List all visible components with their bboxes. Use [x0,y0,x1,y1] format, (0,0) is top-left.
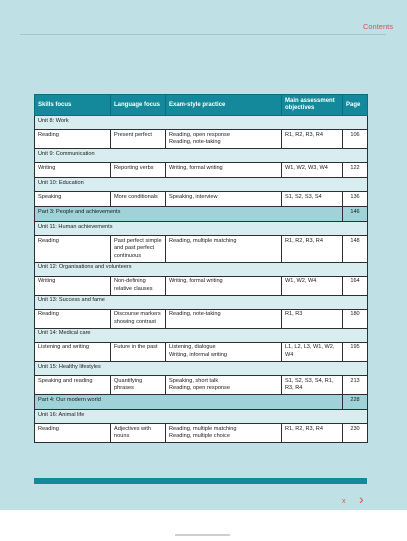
unit-title: Unit 9: Communication [35,149,368,163]
objectives-cell: R1, R3 [282,309,343,328]
unit-row [35,328,368,342]
language-focus-cell: Reporting verbs [111,163,166,178]
header-rule [20,34,386,35]
exam-practice-cell: Writing, formal writing [166,276,282,295]
contents-link[interactable]: Contents [362,22,393,31]
exam-practice-cell: Speaking, interview [166,192,282,207]
part-row [35,395,368,410]
skills-focus-cell: Listening and writing [35,342,111,361]
unit-row [35,178,368,192]
skills-focus-cell: Reading [35,130,111,149]
part-page-number: 228 [343,395,368,410]
unit-row [35,149,368,163]
part-title: Part 3: People and achievements [35,207,343,222]
table-row [35,342,368,361]
unit-title: Unit 15: Healthy lifestyles [35,362,368,376]
objectives-cell: S1, S2, S3, S4 [282,192,343,207]
page-number-cell: 122 [343,163,368,178]
unit-row [35,262,368,276]
next-page-arrow-icon[interactable]: › [359,491,364,507]
unit-row [35,295,368,309]
unit-row [35,410,368,424]
language-focus-cell: Non-defining relative clauses [111,276,166,295]
objectives-cell: W1, W2, W3, W4 [282,163,343,178]
page-number-cell: 136 [343,192,368,207]
unit-row [35,222,368,236]
skills-focus-cell: Speaking [35,192,111,207]
skills-focus-cell: Writing [35,163,111,178]
header-assessment-objectives: Main assessment objectives [282,95,343,116]
unit-row [35,362,368,376]
page-number-cell: 195 [343,342,368,361]
table-row [35,236,368,263]
unit-title: Unit 11: Human achievements [35,222,368,236]
table-row [35,424,368,443]
unit-title: Unit 12: Organisations and volunteers [35,262,368,276]
table-row [35,130,368,149]
table-header-row [35,95,368,116]
skills-focus-cell: Reading [35,424,111,443]
page-number-cell: 106 [343,130,368,149]
header-exam-practice: Exam-style practice [166,95,282,116]
exam-practice-cell: Writing, formal writing [166,163,282,178]
header-skills-focus: Skills focus [35,95,111,116]
page-number-cell: 180 [343,309,368,328]
language-focus-cell: Present perfect [111,130,166,149]
table-row [35,276,368,295]
unit-title: Unit 10: Education [35,178,368,192]
language-focus-cell: Discourse markers showing contrast [111,309,166,328]
part-title: Part 4: Our modern world [35,395,343,410]
objectives-cell: R1, R2, R3, R4 [282,424,343,443]
skills-focus-cell: Speaking and reading [35,376,111,395]
part-row [35,207,368,222]
skills-focus-cell: Writing [35,276,111,295]
exam-practice-cell: Speaking, short talk Reading, open response [166,376,282,395]
page-number-cell: 164 [343,276,368,295]
header-page: Page [343,95,368,116]
language-focus-cell: Adjectives with nouns [111,424,166,443]
header-language-focus: Language focus [111,95,166,116]
skills-table [34,94,368,443]
page-number-cell: 230 [343,424,368,443]
skills-focus-cell: Reading [35,309,111,328]
exam-practice-cell: Reading, open response Reading, note-taking [166,130,282,149]
objectives-cell: R1, R2, R3, R4 [282,130,343,149]
language-focus-cell: More conditionals [111,192,166,207]
unit-title: Unit 16: Animal life [35,410,368,424]
unit-title: Unit 14: Medical care [35,328,368,342]
language-focus-cell: Future in the past [111,342,166,361]
objectives-cell: R1, R2, R3, R4 [282,236,343,263]
objectives-cell: L1, L2, L3, W1, W2, W4 [282,342,343,361]
exam-practice-cell: Listening, dialogue Writing, informal writing [166,342,282,361]
exam-practice-cell: Reading, multiple matching Reading, multiple choice [166,424,282,443]
language-focus-cell: Past perfect simple and past perfect continuous [111,236,166,263]
unit-title: Unit 13: Success and fame [35,295,368,309]
table-row [35,376,368,395]
table-row [35,192,368,207]
exam-practice-cell: Reading, note-taking [166,309,282,328]
bottom-bar [34,478,367,484]
footer-divider [175,534,230,536]
table-body [35,116,368,443]
table-row [35,163,368,178]
previous-page-button[interactable]: x [342,498,346,505]
page-number-cell: 213 [343,376,368,395]
exam-practice-cell: Reading, multiple matching [166,236,282,263]
objectives-cell: W1, W2, W4 [282,276,343,295]
page-number-cell: 148 [343,236,368,263]
language-focus-cell: Quantifying phrases [111,376,166,395]
part-page-number: 146 [343,207,368,222]
table-row [35,309,368,328]
skills-focus-cell: Reading [35,236,111,263]
objectives-cell: S1, S2, S3, S4, R1, R3, R4 [282,376,343,395]
unit-row [35,116,368,130]
unit-title: Unit 8: Work [35,116,368,130]
